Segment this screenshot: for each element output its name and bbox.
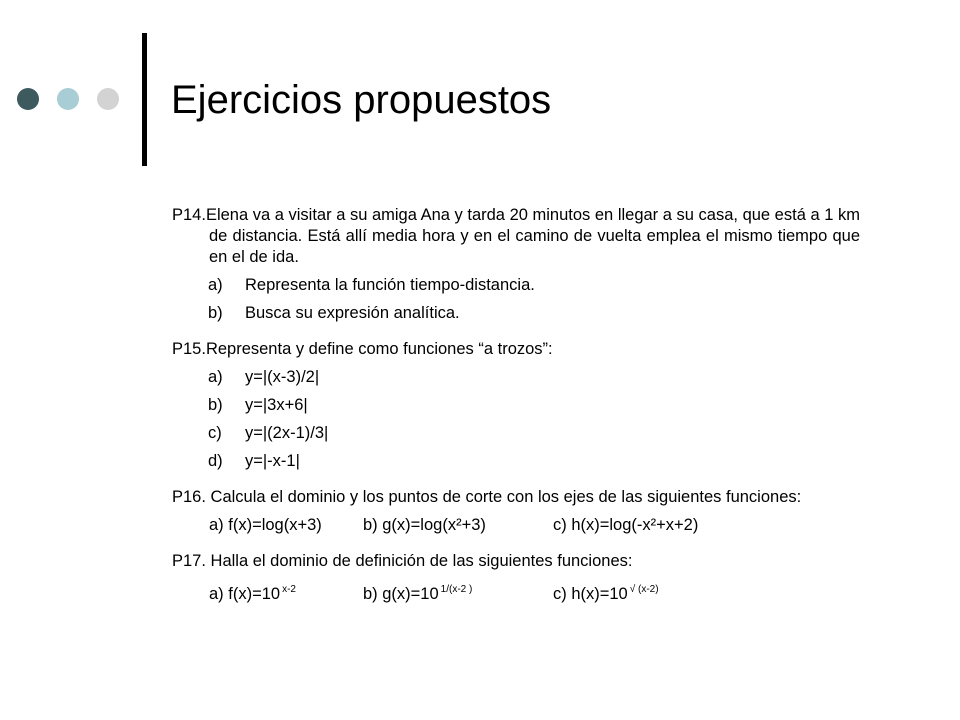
exercise-p14-item-a [208, 275, 860, 296]
exercise-p15-item-d [208, 451, 860, 472]
item-text: y=|(x-3)/2| [245, 368, 320, 386]
exercise-p16-item-c: c) h(x)=log(-x²+x+2) [553, 516, 699, 534]
item-label: b) [208, 304, 223, 322]
exercise-p16-item-b: b) g(x)=log(x²+3) [363, 516, 486, 534]
exercise-p17-item-a [209, 579, 363, 605]
item-label: a) [208, 368, 223, 386]
formula-exponent: 1/(x-2 ) [440, 584, 473, 595]
exercise-p15-statement: P15.Representa y define como funciones “a trozos”: [172, 340, 553, 358]
formula-base: b) g(x)=10 [363, 585, 439, 603]
exercise-p16-item-a: a) f(x)=log(x+3) [209, 516, 322, 534]
item-label: c) [208, 424, 222, 442]
formula-exponent: √ (x-2) [629, 584, 659, 595]
item-text: Representa la función tiempo-distancia. [245, 276, 535, 294]
exercise-p17-item-c [553, 579, 659, 605]
formula-base: a) f(x)=10 [209, 585, 281, 603]
exercise-p15-item-a [208, 367, 860, 388]
exercise-p14-statement: P14.Elena va a visitar a su amiga Ana y tarda 20 minutos en llegar a su casa, que está a 1 km de distancia. Está allí media hora y en el camino de vuelta emplea el mismo tiempo que en el de ida. [172, 206, 860, 266]
item-label: a) [208, 276, 223, 294]
item-text: y=|-x-1| [245, 452, 300, 470]
item-label: d) [208, 452, 223, 470]
exercise-p16-statement: P16. Calcula el dominio y los puntos de corte con los ejes de las siguientes funciones: [172, 488, 802, 506]
exercise-p15-item-c [208, 423, 860, 444]
formula-exponent: x-2 [282, 584, 296, 595]
exercise-p17-item-b [363, 579, 553, 605]
item-label: b) [208, 396, 223, 414]
exercise-p17-statement: P17. Halla el dominio de definición de las siguientes funciones: [172, 552, 633, 570]
item-text: y=|(2x-1)/3| [245, 424, 329, 442]
title-divider-bar [142, 33, 147, 166]
decorative-dot-light-blue [57, 88, 79, 110]
slide-title: Ejercicios propuestos [171, 78, 552, 122]
decorative-dot-dark [17, 88, 39, 110]
formula-base: c) h(x)=10 [553, 585, 628, 603]
item-text: y=|3x+6| [245, 396, 308, 414]
exercise-p16-items [172, 515, 860, 536]
exercise-p15-item-b [208, 395, 860, 416]
decorative-dot-gray [97, 88, 119, 110]
exercise-p17-items [172, 579, 860, 605]
exercise-p14-item-b [208, 303, 860, 324]
exercise-list [172, 205, 860, 605]
item-text: Busca su expresión analítica. [245, 304, 460, 322]
